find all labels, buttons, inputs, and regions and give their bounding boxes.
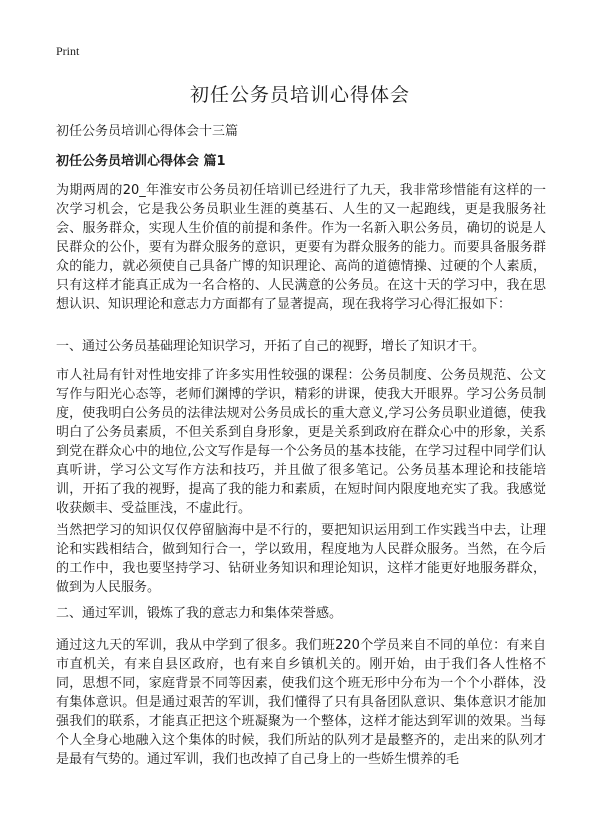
page-title: 初任公务员培训心得体会 bbox=[189, 84, 410, 106]
paragraph-military-training: 通过这九天的军训，我从中学到了很多。我们班220个学员来自不同的单位：有来自市直机关，有来自县区政府，也有来自乡镇机关的。刚开始，由于我们各人性格不同，思想不同，家庭背景不同等因素，使我们这个班无形中分布为一个个小群体，没有集体意识。但是通过艰苦的军训，我们懂得了只有具备团队意识、集体意识才能加强我们的联系，才能真正把这个班凝聚为一个整体，这样才能达到军训的效果。当每个人全身心地融入这个集体的时候，我们所站的队列才是最整齐的，走出来的队列才是最有气势的。通过军训，我们也改掉了自己身上的一些娇生惯养的毛 bbox=[56, 638, 546, 767]
document-subtitle: 初任公务员培训心得体会十三篇 bbox=[56, 124, 239, 139]
paragraph-point-one: 一、通过公务员基础理论知识学习，开拓了自己的视野，增长了知识才干。 bbox=[56, 339, 486, 354]
paragraph-intro: 为期两周的20_年淮安市公务员初任培训已经进行了九天，我非常珍惜能有这样的一次学习机会，它是我公务员职业生涯的奠基石、人生的又一起跑线，更是我服务社会、服务群众，实现人生价值的前提和条件。作为一名新入职公务员，确切的说是人民群众的公仆，要有为群众服务的意识，更要有为群众服务的能力。而要具备服务群众的能力，就必须使自己具备广博的知识理论、高尚的道德情操、过硬的个人素质，只有这样才能真正成为一名合格的、人民满意的公务员。在这十天的学习中，我在思想认识、知识理论和意志力方面都有了显著提高，现在我将学习心得汇报如下： bbox=[56, 183, 546, 312]
print-link[interactable]: Print bbox=[56, 44, 80, 58]
section-heading: 初任公务员培训心得体会 篇1 bbox=[56, 154, 226, 169]
paragraph-point-two: 二、通过军训，锻炼了我的意志力和集体荣誉感。 bbox=[56, 606, 343, 621]
paragraph-courses: 市人社局有针对性地安排了许多实用性较强的课程：公务员制度、公务员规范、公文写作与阳光心态等，老师们渊博的学识，精彩的讲课，使我大开眼界。学习公务员制度，使我明白公务员的法律法规对公务员成长的重大意义,学习公务员职业道德，使我明白了公务员素质，不但关系到自身形象，更是关系到政府在群众心中的形象，关系到党在群众心中的地位,公文写作是每一个公务员的基本技能，在学习过程中同学们认真听讲，学习公文写作方法和技巧，并且做了很多笔记。公务员基本理论和技能培训，开拓了我的视野，提高了我的能力和素质，在短时间内限度地充实了我。我感觉收获颇丰、受益匪浅，不虚此行。 bbox=[56, 368, 546, 516]
paragraph-practice: 当然把学习的知识仅仅停留脑海中是不行的，要把知识运用到工作实践当中去，让理论和实践相结合，做到知行合一，学以致用，程度地为人民群众服务。当然，在今后的工作中，我也要坚持学习、钻研业务知识和理论知识，这样才能更好地服务群众，做到为人民服务。 bbox=[56, 523, 546, 595]
